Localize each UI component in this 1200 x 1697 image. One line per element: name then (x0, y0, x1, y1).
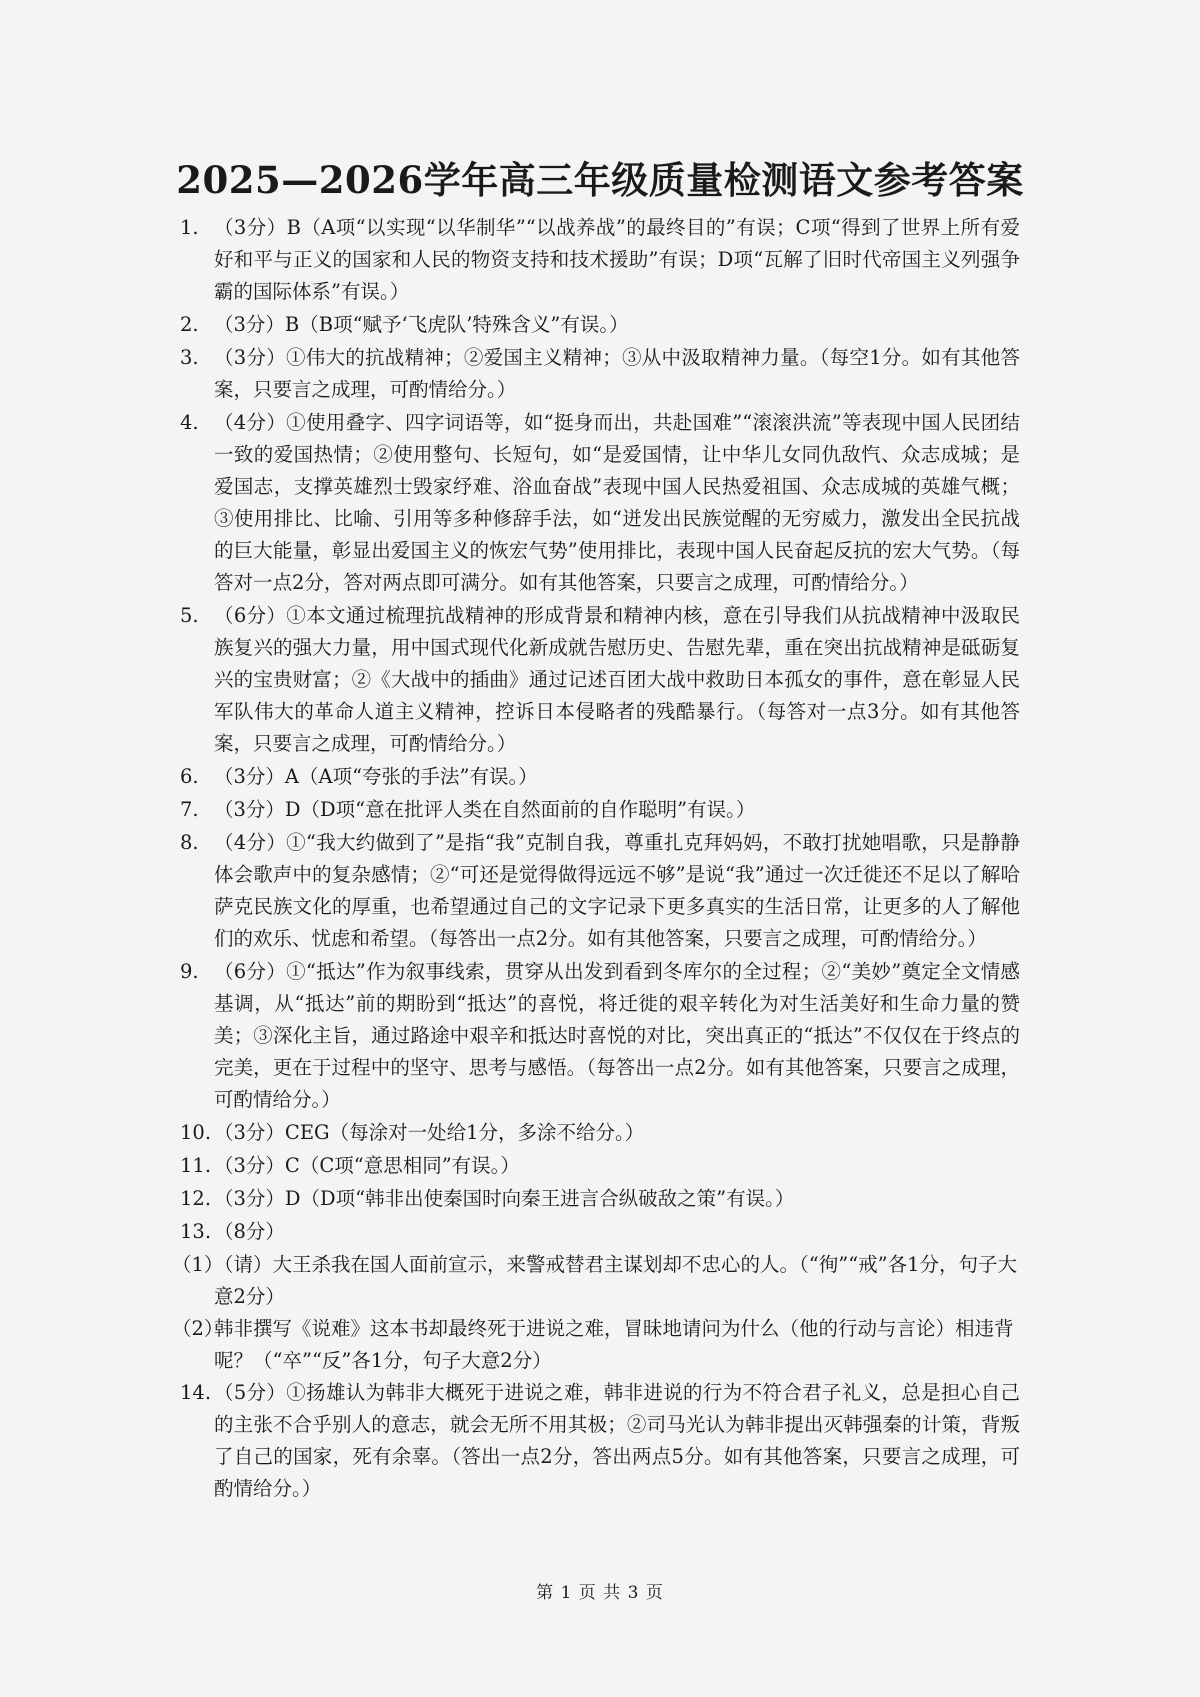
answer-item-5 (180, 600, 1020, 760)
answer-item-12 (180, 1183, 1020, 1215)
answer-text: （3分）①伟大的抗战精神；②爱国主义精神；③从中汲取精神力量。（每空1分。如有其他答案，只要言之成理，可酌情给分。） (214, 346, 1020, 401)
answer-number: 3. (180, 346, 199, 369)
answer-text: （3分）D（D项“意在批评人类在自然面前的自作聪明”有误。） (214, 798, 756, 821)
page-title: 2025—2026学年高三年级质量检测语文参考答案 (176, 158, 1024, 202)
answer-item-8 (180, 827, 1020, 955)
answer-text: （3分）B（B项“赋予‘飞虎队’特殊含义”有误。） (214, 313, 629, 336)
answer-item-4 (180, 407, 1020, 599)
answer-number: 14. (180, 1381, 212, 1404)
subitem-text: 韩非撰写《说难》这本书却最终死于进说之难，冒昧地请问为什么（他的行动与言论）相违背呢？（“卒”“反”各1分，句子大意2分） (214, 1317, 1014, 1372)
answer-subitem-13-1 (172, 1249, 1020, 1313)
answer-number: 11. (180, 1154, 212, 1177)
answer-text: （3分）B（A项“以实现“以华制华”“以战养战”的最终目的”有误；C项“得到了世界上所有爱好和平与正义的国家和人民的物资支持和技术援助”有误；D项“瓦解了旧时代帝国主义列强争霸的国际体系”有误。） (214, 216, 1020, 303)
answer-text: （6分）①“抵达”作为叙事线索，贯穿从出发到看到冬库尔的全过程；②“美妙”奠定全文情感基调，从“抵达”前的期盼到“抵达”的喜悦，将迁徙的艰辛转化为对生活美好和生命力量的赞美；③深化主旨，通过路途中艰辛和抵达时喜悦的对比，突出真正的“抵达”不仅仅在于终点的完美，更在于过程中的坚守、思考与感悟。（每答出一点2分。如有其他答案，只要言之成理，可酌情给分。） (214, 960, 1020, 1111)
answer-number: 10. (180, 1121, 212, 1144)
answer-number: 12. (180, 1187, 212, 1210)
answer-item-11 (180, 1150, 1020, 1182)
answer-number: 7. (180, 798, 199, 821)
answer-number: 6. (180, 765, 199, 788)
answer-text: （6分）①本文通过梳理抗战精神的形成背景和精神内核，意在引导我们从抗战精神中汲取民族复兴的强大力量，用中国式现代化新成就告慰历史、告慰先辈，重在突出抗战精神是砥砺复兴的宝贵财富；②《大战中的插曲》通过记述百团大战中救助日本孤女的事件，意在彰显人民军队伟大的革命人道主义精神，控诉日本侵略者的残酷暴行。（每答对一点3分。如有其他答案，只要言之成理，可酌情给分。） (214, 604, 1020, 755)
answer-number: 9. (180, 960, 199, 983)
answer-item-14 (180, 1377, 1020, 1505)
answer-number: 4. (180, 411, 199, 434)
answer-text: （8分） (214, 1220, 285, 1243)
page-footer: 第 1 页 共 3 页 (536, 1583, 664, 1603)
answer-item-3 (180, 342, 1020, 406)
answer-item-13 (180, 1216, 1020, 1248)
answer-text: （5分）①扬雄认为韩非大概死于进说之难，韩非进说的行为不符合君子礼义，总是担心自己的主张不合乎别人的意志，就会无所不用其极；②司马光认为韩非提出灭韩强秦的计策，背叛了自己的国家，死有余辜。（答出一点2分，答出两点5分。如有其他答案，只要言之成理，可酌情给分。） (214, 1381, 1020, 1500)
answer-number: 2. (180, 313, 199, 336)
subitem-text: （请）大王杀我在国人面前宣示，来警戒替君主谋划却不忠心的人。（“徇”“戒”各1分，句子大意2分） (214, 1253, 1018, 1308)
answer-item-6 (180, 761, 1020, 793)
answer-item-2 (180, 309, 1020, 341)
answer-number: 13. (180, 1220, 212, 1243)
answer-item-9 (180, 956, 1020, 1116)
answer-item-7 (180, 794, 1020, 826)
answer-text: （3分）D（D项“韩非出使秦国时向秦王进言合纵破敌之策”有误。） (214, 1187, 795, 1210)
answer-text: （3分）A（A项“夸张的手法”有误。） (214, 765, 538, 788)
answer-number: 1. (180, 216, 199, 239)
subitem-label: （2） (172, 1317, 224, 1340)
answer-number: 5. (180, 604, 199, 627)
answer-item-1 (180, 212, 1020, 308)
answer-text: （3分）CEG（每涂对一处给1分，多涂不给分。） (214, 1121, 645, 1144)
answer-text: （3分）C（C项“意思相同”有误。） (214, 1154, 520, 1177)
answer-text: （4分）①使用叠字、四字词语等，如“挺身而出，共赴国难”“滚滚洪流”等表现中国人民团结一致的爱国热情；②使用整句、长短句，如“是爱国情，让中华儿女同仇敌忾、众志成城；是爱国志，支撑英雄烈士毁家纾难、浴血奋战”表现中国人民热爱祖国、众志成城的英雄气概；③使用排比、比喻、引用等多种修辞手法，如“迸发出民族觉醒的无穷威力，激发出全民抗战的巨大能量，彰显出爱国主义的恢宏气势”使用排比，表现中国人民奋起反抗的宏大气势。（每答对一点2分，答对两点即可满分。如有其他答案，只要言之成理，可酌情给分。） (214, 411, 1020, 594)
answer-text: （4分）①“我大约做到了”是指“我”克制自我，尊重扎克拜妈妈，不敢打扰她唱歌，只是静静体会歌声中的复杂感情；②“可还是觉得做得远远不够”是说“我”通过一次迁徙还不足以了解哈萨克民族文化的厚重，也希望通过自己的文字记录下更多真实的生活日常，让更多的人了解他们的欢乐、忧虑和希望。（每答出一点2分。如有其他答案，只要言之成理，可酌情给分。） (214, 831, 1020, 950)
answer-item-10 (180, 1117, 1020, 1149)
answer-number: 8. (180, 831, 199, 854)
answer-subitem-13-2 (172, 1313, 1020, 1377)
subitem-label: （1） (172, 1253, 224, 1276)
answer-list (172, 212, 1020, 1506)
